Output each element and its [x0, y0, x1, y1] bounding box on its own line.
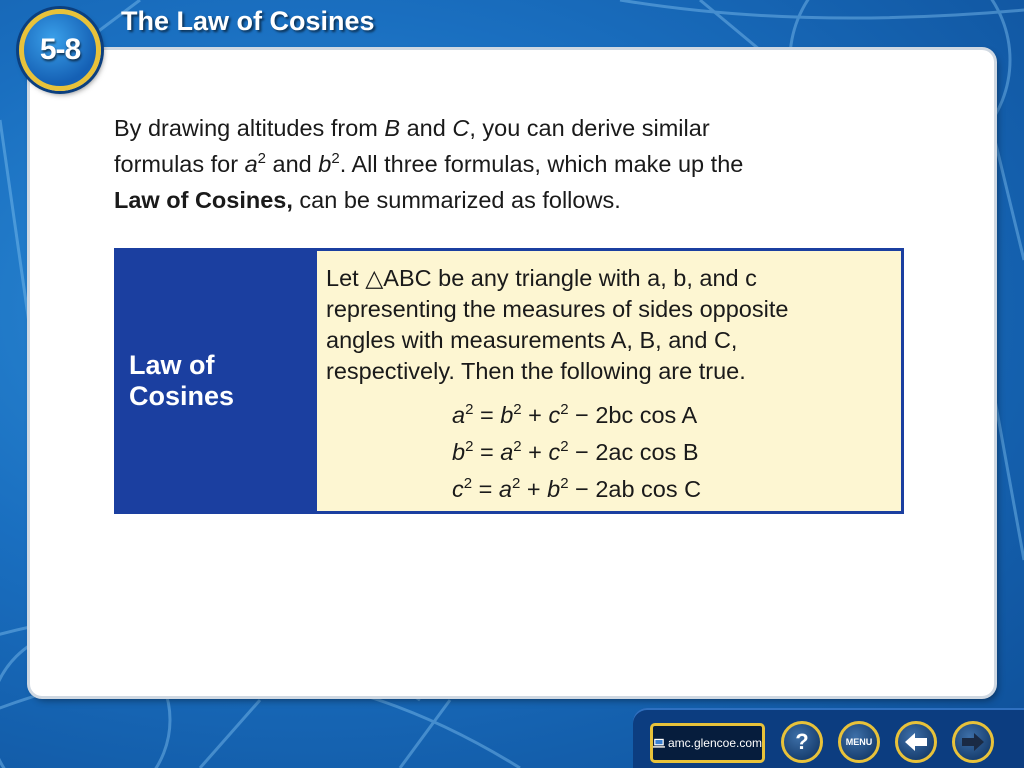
intro-exponent: 2 [331, 150, 340, 168]
statement-line: representing the measures of sides opposite [326, 296, 789, 322]
intro-var: B [384, 115, 401, 141]
statement-line: respectively. Then the following are true. [326, 358, 746, 384]
statement-line: Let △ABC be any triangle with a, b, and c [326, 265, 757, 291]
statement-line: angles with measurements A, B, and C, [326, 327, 738, 353]
formula: $a^2 = b^2 + c^2 - 2bc$ cos A [452, 401, 698, 428]
intro-text: formulas for [114, 151, 245, 177]
computer-icon [653, 735, 665, 751]
intro-text: and [266, 151, 319, 177]
formula: $c^2 = a^2 + b^2 - 2ab$ cos C [452, 475, 702, 502]
concept-box-body [317, 251, 901, 511]
intro-text: . All three formulas, which make up the [339, 151, 744, 177]
menu-icon: MENU [845, 737, 873, 747]
intro-exponent: 2 [257, 150, 267, 168]
glencoe-link-label: amc.glencoe.com [667, 736, 762, 750]
lesson-badge: 5-8 [19, 9, 101, 91]
help-button[interactable] [781, 721, 823, 763]
menu-button[interactable] [838, 721, 880, 763]
right-arrow-icon [962, 733, 984, 751]
intro-var: a [244, 151, 258, 177]
page-title: The Law of Cosines [121, 6, 375, 36]
intro-paragraph [114, 110, 874, 218]
left-arrow-icon [905, 733, 927, 751]
forward-button[interactable] [952, 721, 994, 763]
glencoe-link-button[interactable] [650, 723, 765, 763]
back-button[interactable] [895, 721, 937, 763]
content-panel [30, 50, 994, 696]
formula-list [452, 397, 901, 508]
formula: $b^2 = a^2 + c^2 - 2ac$ cos B [452, 438, 699, 465]
intro-text: , you can derive similar [469, 115, 710, 141]
intro-bold-term: Law of Cosines, [114, 187, 293, 213]
concept-box-label: Law of Cosines [117, 251, 317, 511]
intro-text: can be summarized as follows. [292, 187, 621, 213]
concept-box [114, 248, 904, 514]
intro-var: b [318, 151, 332, 177]
intro-var: C [452, 115, 470, 141]
help-icon: ? [795, 729, 809, 754]
intro-text: and [400, 115, 453, 141]
intro-text: By drawing altitudes from [114, 115, 385, 141]
